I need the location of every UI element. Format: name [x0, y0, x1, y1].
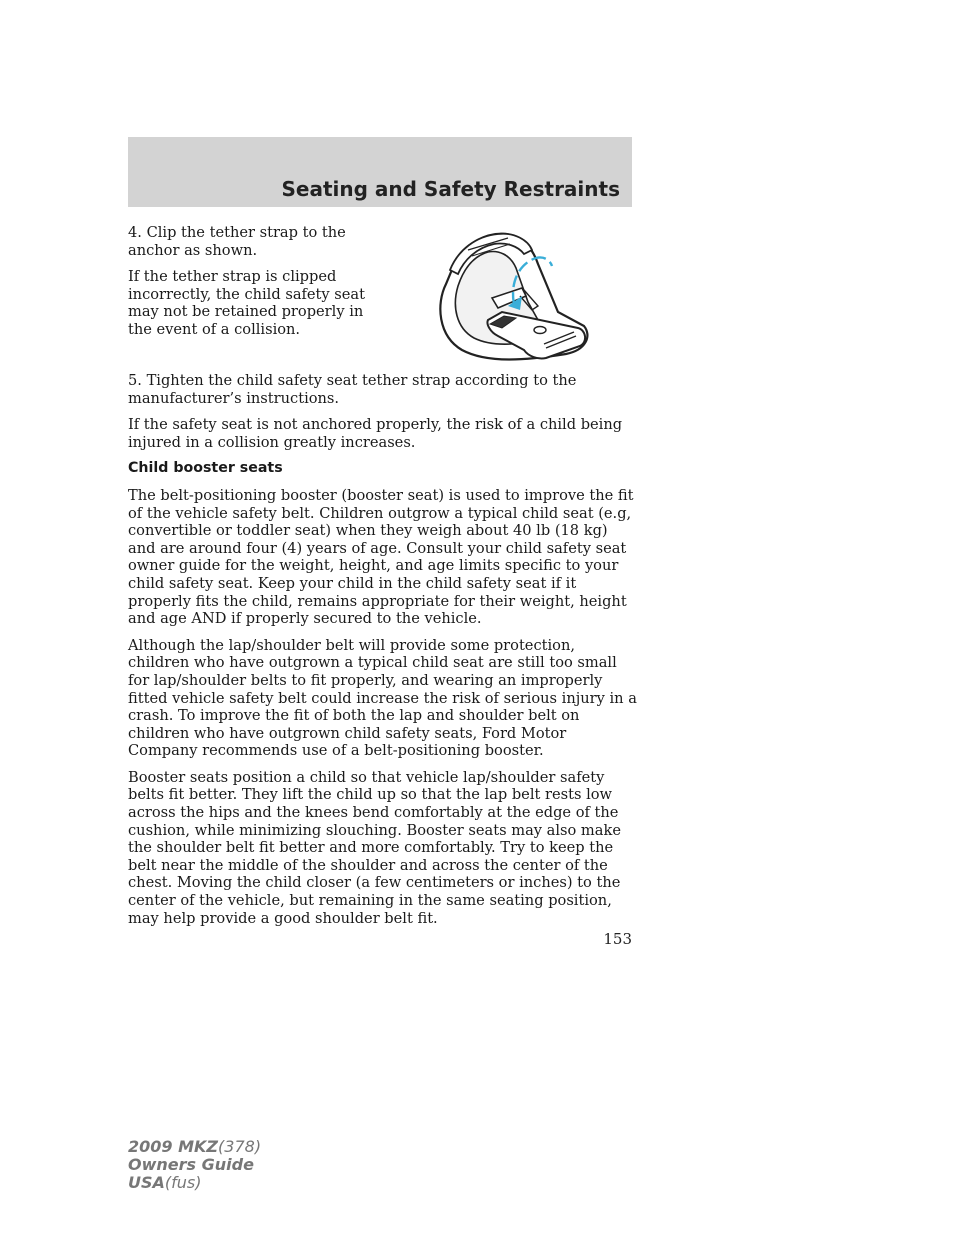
- booster-seats-heading: Child booster seats: [128, 460, 283, 477]
- document-footer: [128, 1138, 261, 1192]
- booster-paragraph-3: Booster seats position a child so that vehicle lap/shoulder safety belts fit better. They lift the child up so that the lap belt rests low across the hips and the knees bend comfortably at the edge of the cushion, while minimizing slouching. Booster seats may also make the shoulder belt fit better and more comfortably. Try to keep the belt near the middle of the shoulder and across the center of the chest. Moving the child closer (a few centimeters or inches) to the center of the vehicle, but remaining in the same seating position, may help provide a good shoulder belt fit.: [128, 768, 621, 927]
- footer-line-1: [128, 1138, 261, 1156]
- booster-paragraph-1: The belt-positioning booster (booster seat) is used to improve the fit of the vehicle safety belt. Children outgrow a typical child seat (e.g, convertible or toddler seat) when they weigh about 40 lb (18 kg) and are around four (4) years of age. Consult your child safety seat owner guide for the weight, height, and age limits specific to your child safety seat. Keep your child in the child safety seat if it properly fits the child, remains appropriate for their weight, height and age AND if properly secured to the vehicle.: [128, 486, 634, 628]
- footer-line-2: [128, 1156, 261, 1174]
- step-4-text: 4. Clip the tether strap to the anchor as shown.: [128, 224, 346, 259]
- footer-guide: Owners Guide: [128, 1155, 254, 1174]
- section-header-band: [128, 137, 632, 207]
- footer-market-code: (fus): [164, 1173, 202, 1192]
- tether-anchor-clip-illustration: [428, 224, 594, 364]
- section-title: Seating and Safety Restraints: [281, 177, 620, 201]
- footer-market: USA: [128, 1173, 165, 1192]
- booster-paragraph-2: Although the lap/shoulder belt will provide some protection, children who have outgrown a typical child seat are still too small for lap/shoulder belts to fit properly, and wearing an improperly fitted vehicle safety belt could increase the risk of serious injury in a crash. To improve the fit of both the lap and shoulder belt on children who have outgrown child safety seats, Ford Motor Company recommends use of a belt-positioning booster.: [128, 636, 637, 760]
- anchor-warning: If the safety seat is not anchored properly, the risk of a child being injured in a collision greatly increases.: [128, 416, 623, 451]
- footer-model: 2009 MKZ: [128, 1137, 219, 1156]
- step-5-text: 5. Tighten the child safety seat tether strap according to the manufacturer’s instructions.: [128, 372, 577, 407]
- step-4-warning: If the tether strap is clipped incorrectly, the child safety seat may not be retained properly in the event of a collision.: [128, 268, 365, 338]
- footer-line-3: [128, 1174, 261, 1192]
- footer-model-code: (378): [218, 1137, 262, 1156]
- page-number: 153: [603, 930, 632, 948]
